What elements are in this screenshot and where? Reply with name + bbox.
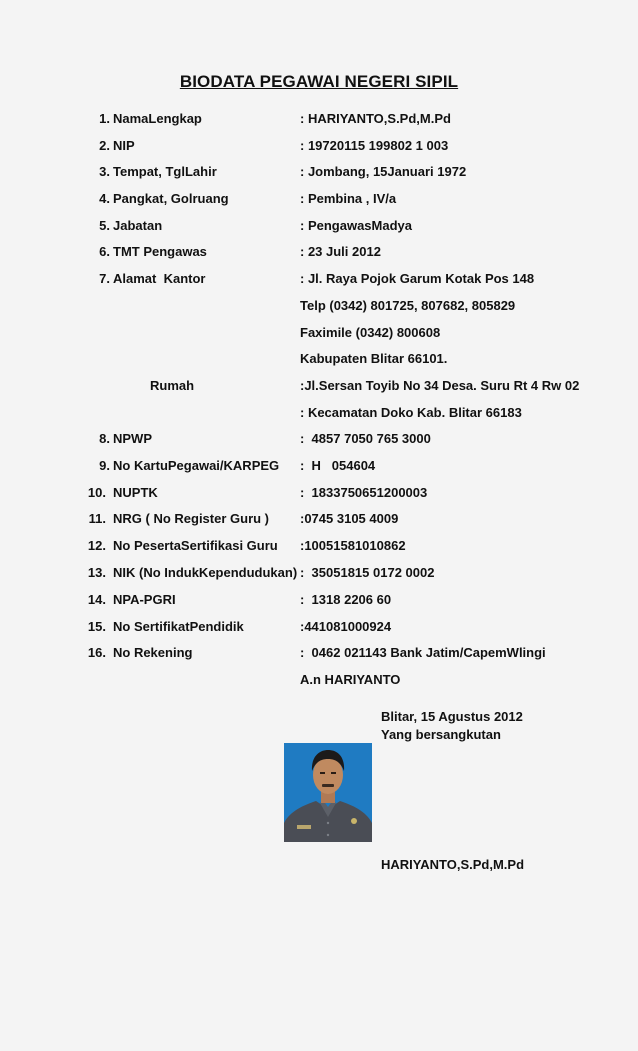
row-value: Telp (0342) 801725, 807682, 805829 xyxy=(300,298,516,313)
signature-caption: Yang bersangkutan xyxy=(381,727,501,742)
row-alamat-rumah-kecamatan xyxy=(0,405,638,425)
row-alamat-kantor xyxy=(0,271,638,291)
row-label: Jabatan xyxy=(113,218,163,233)
row-label: NPA-PGRI xyxy=(113,592,176,607)
signature-name: HARIYANTO,S.Pd,M.Pd xyxy=(381,857,525,872)
row-value: : Jombang, 15Januari 1972 xyxy=(300,164,467,179)
row-pangkat xyxy=(0,191,638,211)
portrait-photo xyxy=(284,743,372,842)
row-value: : 4857 7050 765 3000 xyxy=(300,431,431,446)
row-value: : H 054604 xyxy=(300,458,376,473)
row-alamat-rumah xyxy=(0,378,638,398)
row-number: 6. xyxy=(99,244,110,259)
row-value: :10051581010862 xyxy=(300,538,406,553)
row-nrg xyxy=(0,511,638,531)
row-label: NPWP xyxy=(113,431,152,446)
row-alamat-kabupaten xyxy=(0,351,638,371)
row-number: 3. xyxy=(99,164,110,179)
row-value: : Kecamatan Doko Kab. Blitar 66183 xyxy=(300,405,522,420)
row-label: No PesertaSertifikasi Guru xyxy=(113,538,278,553)
row-number: 15. xyxy=(87,619,106,634)
row-number: 2. xyxy=(99,138,110,153)
row-number: 5. xyxy=(99,218,110,233)
row-alamat-fax xyxy=(0,325,638,345)
row-rekening-atas-nama xyxy=(0,672,638,692)
row-value: A.n HARIYANTO xyxy=(300,672,401,687)
row-value: : Jl. Raya Pojok Garum Kotak Pos 148 xyxy=(300,271,535,286)
row-value: : Pembina , IV/a xyxy=(300,191,397,206)
row-npa-pgri xyxy=(0,592,638,612)
row-value: :0745 3105 4009 xyxy=(300,511,399,526)
row-number: 11. xyxy=(88,511,106,526)
row-number: 7. xyxy=(99,271,110,286)
row-label: Pangkat, Golruang xyxy=(113,191,229,206)
row-tempat-tgl-lahir xyxy=(0,164,638,184)
row-label: NUPTK xyxy=(113,485,158,500)
row-label: No SertifikatPendidik xyxy=(113,619,244,634)
row-label: Alamat Kantor xyxy=(113,271,206,286)
row-value: :441081000924 xyxy=(300,619,392,634)
row-label: No KartuPegawai/KARPEG xyxy=(113,458,280,473)
row-label: NRG ( No Register Guru ) xyxy=(113,511,270,526)
row-value: : HARIYANTO,S.Pd,M.Pd xyxy=(300,111,451,126)
row-jabatan xyxy=(0,218,638,238)
row-value: : 35051815 0172 0002 xyxy=(300,565,435,580)
row-rekening xyxy=(0,645,638,665)
row-value: : 0462 021143 Bank Jatim/CapemWlingi xyxy=(300,645,546,660)
row-alamat-telp xyxy=(0,298,638,318)
row-label: TMT Pengawas xyxy=(113,244,207,259)
row-value: : PengawasMadya xyxy=(300,218,412,233)
row-number: 1. xyxy=(99,111,110,126)
row-number: 4. xyxy=(99,191,110,206)
row-nuptk xyxy=(0,485,638,505)
row-number: 12. xyxy=(87,538,106,553)
row-number: 16. xyxy=(87,645,106,660)
row-label: NamaLengkap xyxy=(113,111,202,126)
row-sertifikat-pendidik xyxy=(0,619,638,639)
row-nama xyxy=(0,111,638,131)
row-number: 13. xyxy=(87,565,106,580)
signature-place-date: Blitar, 15 Agustus 2012 xyxy=(381,709,523,724)
row-number: 14. xyxy=(87,592,106,607)
row-label: No Rekening xyxy=(113,645,193,660)
page-title: BIODATA PEGAWAI NEGERI SIPIL xyxy=(179,72,459,91)
row-label: NIP xyxy=(113,138,135,153)
row-nip xyxy=(0,138,638,158)
row-number: 10. xyxy=(87,485,106,500)
row-label: Tempat, TglLahir xyxy=(113,164,217,179)
row-value: : 23 Juli 2012 xyxy=(300,244,381,259)
row-label: Rumah xyxy=(150,378,195,393)
row-value: : 19720115 199802 1 003 xyxy=(300,138,449,153)
row-peserta-sertifikasi xyxy=(0,538,638,558)
row-npwp xyxy=(0,431,638,451)
row-label: NIK (No IndukKependudukan) xyxy=(113,565,298,580)
row-value: Kabupaten Blitar 66101. xyxy=(300,351,448,366)
portrait-image-icon xyxy=(284,743,372,842)
row-tmt-pengawas xyxy=(0,244,638,264)
row-value: Faximile (0342) 800608 xyxy=(300,325,441,340)
row-value: : 1318 2206 60 xyxy=(300,592,392,607)
row-number: 9. xyxy=(99,458,110,473)
row-nik xyxy=(0,565,638,585)
row-number: 8. xyxy=(99,431,110,446)
row-karpeg xyxy=(0,458,638,478)
row-value: : 1833750651200003 xyxy=(300,485,428,500)
row-value: :Jl.Sersan Toyib No 34 Desa. Suru Rt 4 Rw 02 xyxy=(300,378,580,393)
